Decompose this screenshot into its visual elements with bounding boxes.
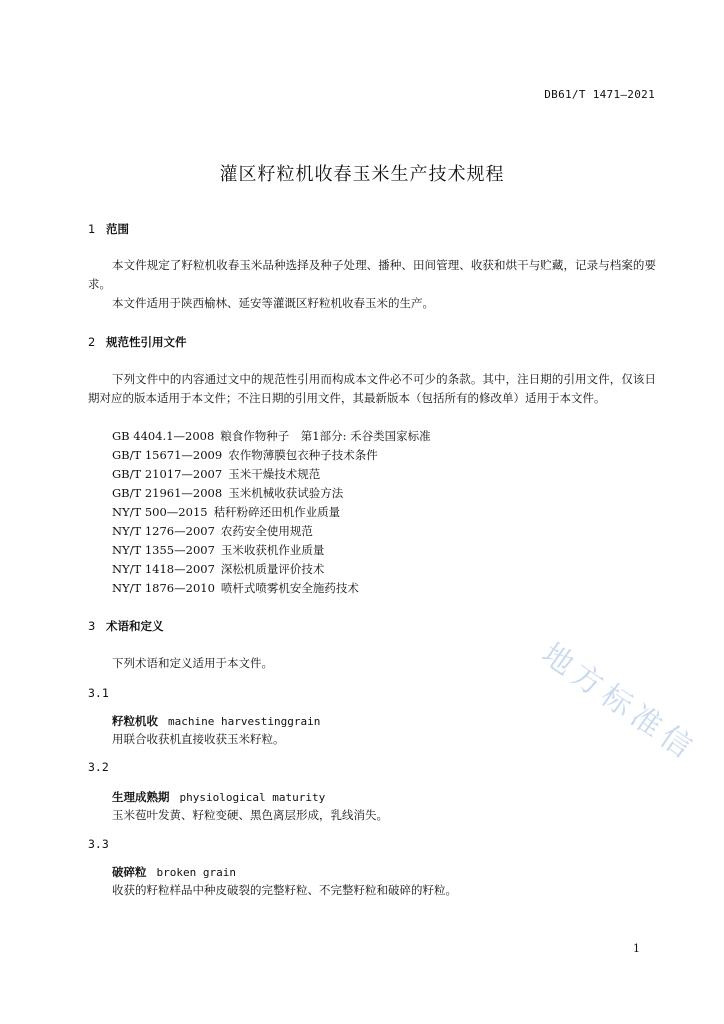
section-title: 规范性引用文件: [106, 335, 187, 349]
reference-title: 农药安全使用规范: [220, 524, 313, 538]
reference-title: 玉米机械收获试验方法: [228, 486, 344, 500]
reference-item: [112, 465, 431, 484]
reference-code: GB/T 15671—2009: [112, 448, 223, 462]
page-number: 1: [633, 942, 640, 955]
reference-item: [112, 484, 431, 503]
section-number: 3: [88, 619, 96, 633]
term-entry: [112, 713, 320, 729]
terms-intro: 下列术语和定义适用于本文件。: [112, 656, 273, 670]
reference-item: [112, 522, 431, 541]
section-number: 1: [88, 222, 96, 236]
reference-title: 秸秆粉碎还田机作业质量: [213, 505, 341, 519]
section-title: 范围: [106, 222, 129, 236]
reference-title: 玉米收获机作业质量: [220, 543, 325, 557]
document-title: 灌区籽粒机收春玉米生产技术规程: [219, 164, 505, 185]
normative-references-intro: 下列文件中的内容通过文中的规范性引用而构成本文件必不可少的条款。其中，注日期的引用文件，仅该日期对应的版本适用于本文件；不注日期的引用文件，其最新版本（包括所有的修改单）适用于本文件。: [88, 372, 656, 405]
clause-number: 3.2: [88, 760, 109, 774]
term-english: broken grain: [156, 866, 236, 879]
section-title: 术语和定义: [106, 619, 164, 633]
term-entry: [112, 864, 236, 880]
term-definition: 收获的籽粒样品中种皮破裂的完整籽粒、不完整籽粒和破碎的籽粒。: [112, 883, 457, 897]
reference-item: [112, 446, 431, 465]
scope-paragraph-1: 本文件规定了籽粒机收春玉米品种选择及种子处理、播种、田间管理、收获和烘干与贮藏，记录与档案的要求。: [88, 258, 656, 291]
reference-title: 粮食作物种子 第1部分: 禾谷类国家标准: [220, 429, 431, 443]
scope-paragraph-2: 本文件适用于陕西榆林、延安等灌溉区籽粒机收春玉米的生产。: [112, 296, 434, 310]
reference-item: [112, 579, 431, 598]
section-number: 2: [88, 335, 96, 349]
section-3-heading: [88, 618, 164, 634]
term-entry: [112, 789, 325, 805]
term-definition: 用联合收获机直接收获玉米籽粒。: [112, 732, 285, 746]
term-english: physiological maturity: [179, 791, 326, 804]
reference-item: [112, 560, 431, 579]
reference-list: [112, 427, 431, 598]
reference-title: 农作物薄膜包衣种子技术条件: [228, 448, 378, 462]
reference-code: GB/T 21961—2008: [112, 486, 223, 500]
reference-code: NY/T 500—2015: [112, 505, 208, 519]
reference-title: 喷杆式喷雾机安全施药技术: [220, 581, 359, 595]
standard-code: DB61/T 1471—2021: [544, 88, 655, 101]
reference-code: NY/T 1876—2010: [112, 581, 215, 595]
reference-item: [112, 541, 431, 560]
term-chinese: 生理成熟期: [112, 790, 170, 804]
reference-code: GB/T 21017—2007: [112, 467, 223, 481]
clause-number: 3.1: [88, 686, 109, 700]
term-chinese: 破碎粒: [112, 865, 147, 879]
reference-code: NY/T 1276—2007: [112, 524, 215, 538]
term-definition: 玉米苞叶发黄、籽粒变硬、黑色离层形成，乳线消失。: [112, 808, 388, 822]
reference-code: NY/T 1418—2007: [112, 562, 215, 576]
clause-number: 3.3: [88, 837, 109, 851]
term-english: machine harvestinggrain: [168, 715, 321, 728]
reference-title: 玉米干燥技术规范: [228, 467, 321, 481]
reference-code: NY/T 1355—2007: [112, 543, 215, 557]
reference-code: GB 4404.1—2008: [112, 429, 215, 443]
reference-item: [112, 427, 431, 446]
section-2-heading: [88, 334, 187, 350]
term-chinese: 籽粒机收: [112, 714, 158, 728]
watermark-text: 地方标准信: [535, 636, 703, 769]
reference-title: 深松机质量评价技术: [220, 562, 325, 576]
section-1-heading: [88, 221, 129, 237]
reference-item: [112, 503, 431, 522]
